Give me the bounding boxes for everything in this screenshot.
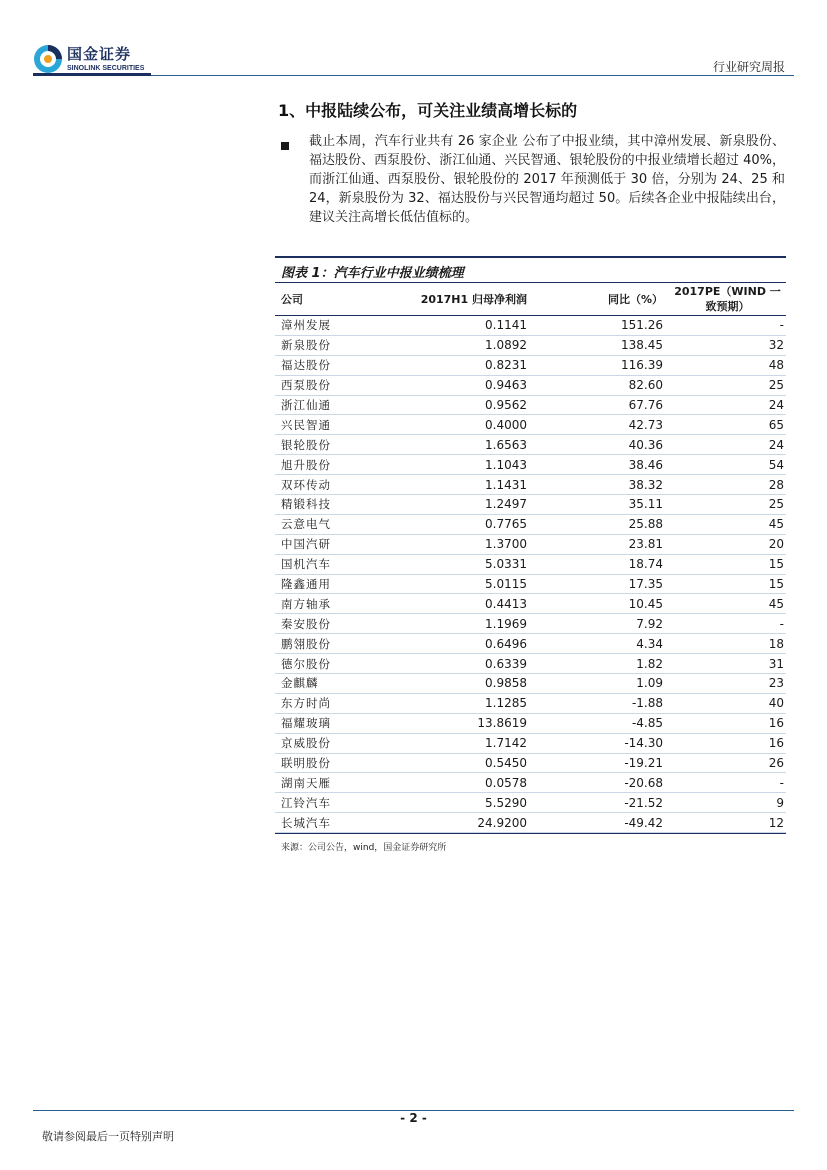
cell-net-profit: 0.6496 [485,636,527,651]
cell-pe: 9 [776,795,784,810]
cell-company: 精锻科技 [281,497,331,512]
cell-company: 南方轴承 [281,596,331,611]
cell-pe: 16 [768,716,784,731]
cell-pe: 18 [768,636,784,651]
cell-yoy: 138.45 [621,338,663,353]
cell-yoy: 1.09 [636,676,663,691]
table-row [275,813,786,833]
cell-company: 新泉股份 [281,338,331,353]
cell-net-profit: 5.0331 [485,557,527,572]
summary-paragraph: 截止本周，汽车行业共有 26 家企业 公布了中报业绩，其中漳州发展、新泉股份、福达股份、西泵股份、浙江仙通、兴民智通、银轮股份的中报业绩增长超过 40%，而浙江仙通、西泵股份、银轮股份的 2017 年预测低于 30 倍，分别为 24、25 和 24，新泉股份为 32、福达股份与兴民智通均超过 50。后续各企业中报陆续出台，建议关注高增长低估值标的。 [309,134,785,225]
cell-net-profit: 1.1285 [485,696,527,711]
cell-yoy: 35.11 [628,497,663,512]
cell-yoy: -21.52 [624,795,663,810]
cell-pe: 31 [768,656,784,671]
cell-company: 长城汽车 [281,815,331,830]
table-row [275,435,786,455]
cell-company: 鹏翎股份 [281,636,331,651]
cell-yoy: -49.42 [624,815,663,830]
cell-net-profit: 1.3700 [485,537,527,552]
cell-net-profit: 0.4413 [485,596,527,611]
cell-yoy: 82.60 [628,378,663,393]
cell-yoy: -14.30 [624,736,663,751]
cell-company: 福达股份 [281,358,331,373]
cell-net-profit: 0.1141 [485,318,527,333]
cell-yoy: -19.21 [624,756,663,771]
cell-pe: 24 [768,398,784,412]
cell-pe: 32 [768,338,784,353]
table-row [275,415,786,435]
cell-net-profit: 0.4000 [485,417,527,432]
logo-emblem-icon [33,44,63,74]
cell-company: 湖南天雁 [281,775,331,790]
cell-company: 浙江仙通 [281,398,331,412]
table-row [275,714,786,734]
cell-yoy: 7.92 [636,616,663,631]
cell-company: 中国汽研 [281,537,331,552]
section-title: 1、中报陆续公布，可关注业绩高增长标的 [278,101,578,120]
cell-yoy: -4.85 [631,716,663,731]
cell-pe: 45 [768,596,784,611]
cell-yoy: 42.73 [628,417,663,432]
table-row [275,336,786,356]
disclaimer-note: 敬请参阅最后一页特别声明 [42,1130,174,1143]
cell-pe: - [779,775,784,790]
cell-company: 福耀玻璃 [281,716,331,731]
cell-company: 旭升股份 [281,457,331,472]
table-row [275,734,786,754]
cell-pe: 15 [768,557,784,572]
table-row [275,396,786,416]
cell-yoy: 38.32 [628,477,663,492]
table-row [275,455,786,475]
header-company: 公司 [281,293,303,306]
page-number: - 2 - [400,1111,427,1125]
report-type-label: 行业研究周报 [712,60,785,74]
cell-yoy: -1.88 [631,696,663,711]
table-row [275,475,786,495]
cell-yoy: 67.76 [628,398,663,412]
cell-pe: 28 [768,477,784,492]
table-row [275,773,786,793]
cell-net-profit: 0.8231 [485,358,527,373]
cell-company: 东方时尚 [281,696,331,711]
cell-company: 兴民智通 [281,417,331,432]
table-title: 图表 1：汽车行业中报业绩梳理 [281,266,464,281]
cell-company: 金麒麟 [281,676,319,691]
cell-yoy: 4.34 [636,636,663,651]
table-row [275,356,786,376]
cell-company: 漳州发展 [281,318,331,333]
cell-company: 云意电气 [281,517,331,532]
table-body [275,316,786,833]
table-row [275,694,786,714]
cell-pe: 16 [768,736,784,751]
earnings-table [275,256,786,853]
table-row [275,793,786,813]
header-net-profit: 2017H1 归母净利润 [420,293,527,306]
cell-yoy: 18.74 [628,557,663,572]
cell-net-profit: 5.0115 [485,577,527,592]
cell-net-profit: 0.9562 [485,398,527,412]
cell-pe: 24 [768,437,784,452]
cell-pe: 25 [768,497,784,512]
cell-net-profit: 1.6563 [485,437,527,452]
cell-pe: 23 [768,676,784,691]
table-row [275,754,786,774]
cell-pe: 54 [768,457,784,472]
header-pe: 2017PE（WIND 一致预期） [674,285,781,313]
table-row [275,535,786,555]
cell-pe: 65 [768,417,784,432]
cell-pe: 12 [768,815,784,830]
cell-net-profit: 5.5290 [485,795,527,810]
table-row [275,594,786,614]
cell-pe: 40 [768,696,784,711]
cell-net-profit: 0.0578 [485,775,527,790]
cell-net-profit: 0.5450 [485,756,527,771]
cell-pe: 48 [768,358,784,373]
logo-chinese-name: 国金证券 [67,44,132,63]
cell-net-profit: 1.2497 [485,497,527,512]
cell-yoy: 10.45 [628,596,663,611]
cell-net-profit: 1.0892 [485,338,527,353]
cell-pe: 25 [768,378,784,393]
cell-pe: - [779,318,784,333]
cell-company: 秦安股份 [281,616,331,631]
cell-net-profit: 1.1043 [485,457,527,472]
cell-net-profit: 13.8619 [477,716,527,731]
logo-english-name: SINOLINK SECURITIES [67,64,145,72]
cell-net-profit: 24.9200 [477,815,527,830]
table-row [275,515,786,535]
cell-company: 西泵股份 [281,378,331,393]
cell-pe: 26 [768,756,784,771]
cell-net-profit: 0.7765 [485,517,527,532]
table-row [275,654,786,674]
table-header-row [275,282,786,316]
cell-company: 德尔股份 [281,656,331,671]
company-logo [33,44,144,74]
cell-company: 江铃汽车 [281,795,331,810]
cell-company: 国机汽车 [281,557,331,572]
cell-yoy: 151.26 [621,318,663,333]
cell-net-profit: 0.6339 [485,656,527,671]
cell-net-profit: 1.1969 [485,616,527,631]
cell-yoy: -20.68 [624,775,663,790]
cell-yoy: 17.35 [628,577,663,592]
cell-net-profit: 0.9858 [485,676,527,691]
cell-company: 联明股份 [281,756,331,771]
cell-yoy: 38.46 [628,457,663,472]
cell-yoy: 1.82 [636,656,663,671]
table-row [275,634,786,654]
cell-pe: 15 [768,577,784,592]
header-yoy: 同比（%） [607,293,663,306]
cell-company: 银轮股份 [281,437,331,452]
cell-pe: 20 [768,537,784,552]
table-row [275,376,786,396]
table-row [275,674,786,694]
header-accent-bar [33,73,151,76]
cell-company: 隆鑫通用 [281,577,331,592]
cell-pe: - [779,616,784,631]
cell-company: 双环传动 [281,477,331,492]
cell-yoy: 25.88 [628,517,663,532]
table-row [275,495,786,515]
table-source-note: 来源：公司公告，wind，国金证券研究所 [281,843,447,854]
cell-net-profit: 0.9463 [485,378,527,393]
table-row [275,555,786,575]
bullet-square-icon [281,142,289,150]
cell-yoy: 23.81 [628,537,663,552]
cell-pe: 45 [768,517,784,532]
table-row [275,575,786,595]
cell-net-profit: 1.1431 [485,477,527,492]
cell-yoy: 116.39 [621,358,663,373]
table-row [275,614,786,634]
cell-net-profit: 1.7142 [485,736,527,751]
cell-yoy: 40.36 [628,437,663,452]
cell-company: 京威股份 [281,736,331,751]
table-row [275,316,786,336]
